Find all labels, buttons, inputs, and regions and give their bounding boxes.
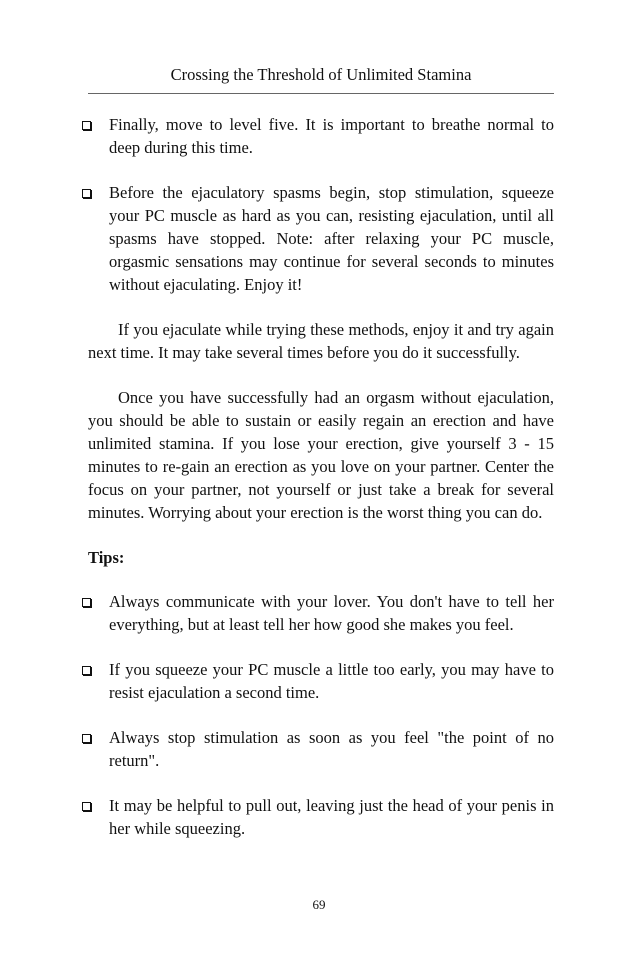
bullet-item: [88, 113, 554, 159]
tip-text: Always stop stimulation as soon as you feel "the point of no return".: [109, 728, 554, 770]
checkbox-bullet-icon: [82, 598, 91, 607]
header-rule: [88, 93, 554, 94]
bullet-item: [88, 181, 554, 296]
tip-item: [88, 794, 554, 840]
checkbox-bullet-icon: [82, 666, 91, 675]
bullet-text: Before the ejaculatory spasms begin, stop stimulation, squeeze your PC muscle as hard as you can, resisting ejaculation, until all spasms have stopped. Note: after relaxing your PC muscle, orgasmic sensations may continue for several seconds to minutes without ejaculating. Enjoy it!: [109, 183, 554, 294]
tip-item: [88, 658, 554, 704]
bullet-text: Finally, move to level five. It is important to breathe normal to deep during this time.: [109, 115, 554, 157]
tip-text: If you squeeze your PC muscle a little too early, you may have to resist ejaculation a second time.: [109, 660, 554, 702]
checkbox-bullet-icon: [82, 121, 91, 130]
checkbox-bullet-icon: [82, 802, 91, 811]
body-paragraph: If you ejaculate while trying these methods, enjoy it and try again next time. It may take several times before you do it successfully.: [88, 320, 554, 362]
page-body: [88, 113, 554, 862]
tip-item: [88, 726, 554, 772]
tip-text: It may be helpful to pull out, leaving just the head of your penis in her while squeezing.: [109, 796, 554, 838]
checkbox-bullet-icon: [82, 189, 91, 198]
tip-text: Always communicate with your lover. You don't have to tell her everything, but at least tell her how good she makes you feel.: [109, 592, 554, 634]
running-header: Crossing the Threshold of Unlimited Stamina: [170, 65, 472, 84]
tip-item: [88, 590, 554, 636]
tips-heading: Tips:: [88, 548, 125, 567]
page-number: 69: [312, 897, 326, 912]
body-paragraph: Once you have successfully had an orgasm without ejaculation, you should be able to sustain or easily regain an erection and have unlimited stamina. If you lose your erection, give yourself 3 - 15 minutes to re-gain an erection as you love on your partner. Center the focus on your partner, not yourself or just take a break for several minutes. Worrying about your erection is the worst thing you can do.: [88, 388, 554, 522]
checkbox-bullet-icon: [82, 734, 91, 743]
